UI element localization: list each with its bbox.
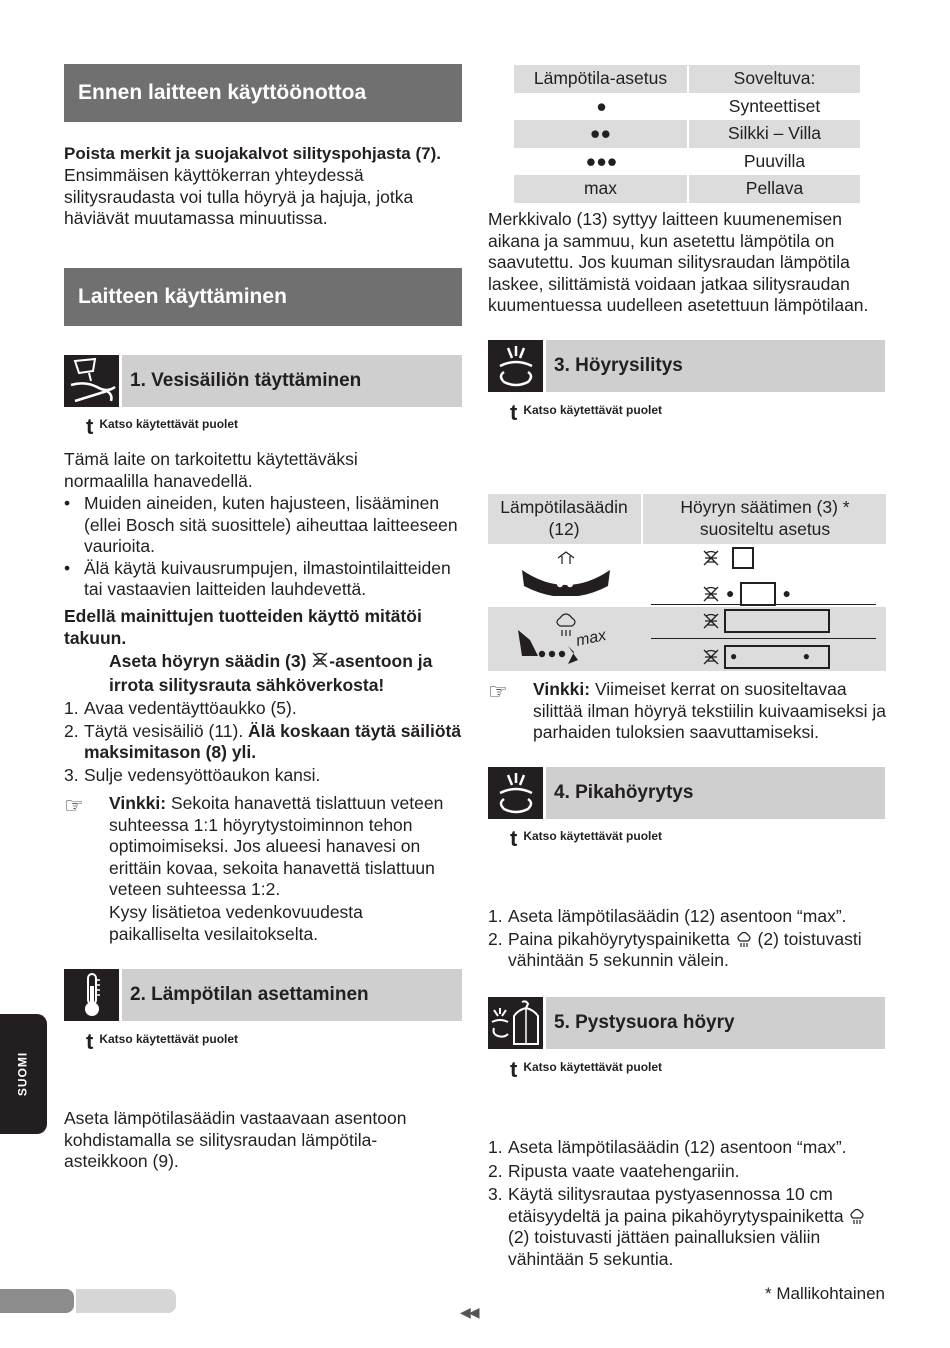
steam-level-box [732,547,754,569]
section-4-title: 4. Pikahöyrytys [546,767,885,819]
steam-setting-icon [702,585,720,603]
vertical-steam-icon [488,997,543,1049]
steam-burst-icon [488,767,543,819]
thermometer-icon [64,969,119,1021]
table-cell: Synteettiset [728,95,821,116]
steam-setting-icon [702,549,720,567]
s1-tip-more: Kysy lisätietoa vedenkovuudesta paikalliselta vesilaitokselta. [109,902,363,944]
s2-para: Aseta lämpötilasäädin vastaavaan asentoon kohdistamalla se silitysraudan lämpötila-asteikkoon (9). [64,1108,407,1171]
max-label: max [574,627,608,650]
list-item: 2. Paina pikahöyrytyspainiketta (2) toistuvasti vähintään 5 sekunnin välein. [488,928,862,970]
page-bar-light [76,1289,176,1313]
t-icon: t [510,1056,518,1082]
table-cell: Puuvilla [743,150,806,171]
section-4-header [488,767,885,819]
t-icon: t [510,825,518,851]
steam-row-2b [702,645,830,669]
section-2-title: 2. Lämpötilan asettaminen [122,969,462,1021]
s5-steps [488,1137,888,1270]
section-3-title: 3. Höyrysilitys [546,340,885,392]
list-item: • Muiden aineiden, kuten hajusteen, lisääminen (ellei Bosch sitä suosittele) aiheuttaa laitteeseen vaurioita. [64,493,458,556]
list-item: 1. Avaa vedentäyttöaukko (5). [64,698,297,718]
dot: ● [782,585,791,602]
steam-table-header-2: Höyryn säätimen (3) * suositeltu asetus [680,497,850,539]
s1-bullets [64,493,464,601]
intro-text: Ensimmäisen käyttökerran yhteydessä silitysraudasta voi tulla höyryä ja hajuja, jotka häviävät muutamassa minuutissa. [64,165,414,228]
intro-header-title: Ennen laitteen käyttöönottoa [78,81,367,105]
pointing-hand-icon: ☞ [64,793,84,818]
t-icon: t [86,413,94,439]
steam-table [488,494,886,671]
see-pages-2 [86,1028,239,1054]
table-cell: ●● [514,120,689,148]
table-cell: ●●● [585,150,618,171]
steam-setting-icon [311,651,329,675]
see-pages-1-text: Katso käytettävät puolet [99,417,239,431]
steam-level-box [724,609,830,633]
use-header-title: Laitteen käyttäminen [78,285,287,309]
pointing-hand-icon: ☞ [488,679,508,704]
steam-row-2a [702,609,830,633]
section-1-title: 1. Vesisäiliön täyttäminen [122,355,462,407]
s1-steps [64,698,464,786]
dial-position-low [518,550,614,596]
steam-setting-icon [702,612,720,630]
double-left-arrow-icon[interactable]: ◀◀ [460,1304,478,1320]
dial-position-max [516,610,616,668]
table-cell: Pellava [689,175,860,203]
see-pages-1 [86,413,239,439]
steam-level-box [724,645,830,669]
t-icon: t [86,1028,94,1054]
section-1-header [64,355,462,407]
list-item: 2. Ripusta vaate vaatehengariin. [488,1160,740,1181]
intro-header [64,64,462,122]
see-pages-5 [510,1056,663,1082]
temperature-table [514,65,860,203]
s1-tip: Vinkki: Sekoita hanavettä tislattuun veteen suhteessa 1:1 höyrytystoiminnon tehon optimoimiseksi. Jos alueesi hanavesi on erittäin kovaa, sekoita hanavettä tislattuun veteen suhteessa 1:2. [109,793,444,899]
steam-icon [488,340,543,392]
language-tab-label: SUOMI [15,1051,30,1097]
footnote: * Mallikohtainen [764,1284,885,1303]
see-pages-2-text: Katso käytettävät puolet [99,1032,239,1046]
section-5-title: 5. Pystysuora höyry [546,997,885,1049]
dot: ● [730,649,738,663]
use-header [64,268,462,326]
list-item: 1. Aseta lämpötilasäädin (12) asentoon “max”. [488,1137,847,1157]
list-item: 3. Käytä silitysrautaa pystyasennossa 10 cm etäisyydeltä ja paina pikahöyrytyspainiketta (2) toistuvasti jättäen painalluksien väliin vähintään 5 sekuntia. [488,1184,888,1270]
table-header: Lämpötila-asetus [514,65,689,93]
s1-warning: Edellä mainittujen tuotteiden käyttö mitätöi takuun. [64,606,422,648]
s1-action: Aseta höyryn säädin (3) -asentoon ja irrota silitysrauta sähköverkosta! [109,651,433,695]
section-5-header [488,997,885,1049]
divider [641,494,643,544]
s4-steps [488,906,888,972]
language-tab [0,1014,47,1134]
s3-tip: Vinkki: Viimeiset kerrat on suositeltavaa silittää ilman höyryä tekstiilin kuivaamiseksi ja parhaiden tuloksien saavuttamiseksi. [533,679,887,742]
steam-setting-icon [702,648,720,666]
list-item: 2. Täytä vesisäiliö (11). Älä koskaan täytä säiliötä maksimitason (8) yli. [64,720,462,762]
steam-level-box [740,582,776,606]
table-cell: Silkki – Villa [689,120,860,148]
table-cell: max [514,175,689,203]
dot: ● [802,649,810,663]
list-item: 3. Sulje vedensyöttöaukon kansi. [64,764,321,785]
see-pages-4-text: Katso käytettävät puolet [523,829,663,843]
s1-para: Tämä laite on tarkoitettu käytettäväksi normaalilla hanavedellä. [64,449,358,491]
table-header-row [514,65,860,93]
divider [651,638,876,639]
steam-burst-icon [848,1207,866,1225]
see-pages-5-text: Katso käytettävät puolet [523,1060,663,1074]
list-item: 1. Aseta lämpötilasäädin (12) asentoon “max”. [488,906,847,926]
section-2-header [64,969,462,1021]
see-pages-3 [510,399,663,425]
page-bar-dark [0,1289,74,1313]
dot: ● [726,585,735,602]
steam-burst-icon [735,930,753,948]
table-row [514,120,860,148]
steam-row-1b [702,582,791,606]
table-row [514,175,860,203]
see-pages-3-text: Katso käytettävät puolet [523,403,663,417]
section-3-header [488,340,885,392]
table-header: Soveltuva: [689,65,860,93]
water-fill-icon [64,355,119,407]
steam-row-1a [702,547,754,569]
list-item: • Älä käytä kuivausrumpujen, ilmastointilaitteiden tai vastaavien laitteiden lauhdevettä. [64,557,451,599]
table-row [514,93,860,121]
table-row [514,148,860,176]
table-cell: ● [596,95,607,116]
t-icon: t [510,399,518,425]
see-pages-4 [510,825,663,851]
intro-bold: Poista merkit ja suojakalvot silityspohjasta (7). [64,144,441,163]
steam-table-header-1: Lämpötilasäädin (12) [500,497,628,539]
indicator-text: Merkkivalo (13) syttyy laitteen kuumenemisen aikana ja sammuu, kun asetettu lämpötila on saavutettu. Jos kuuman silitysraudan lämpötila laskee, silittämistä voidaan jatkaa silitysraudan kuumentuessa uudelleen asetettuun lämpötilaan. [488,209,869,315]
